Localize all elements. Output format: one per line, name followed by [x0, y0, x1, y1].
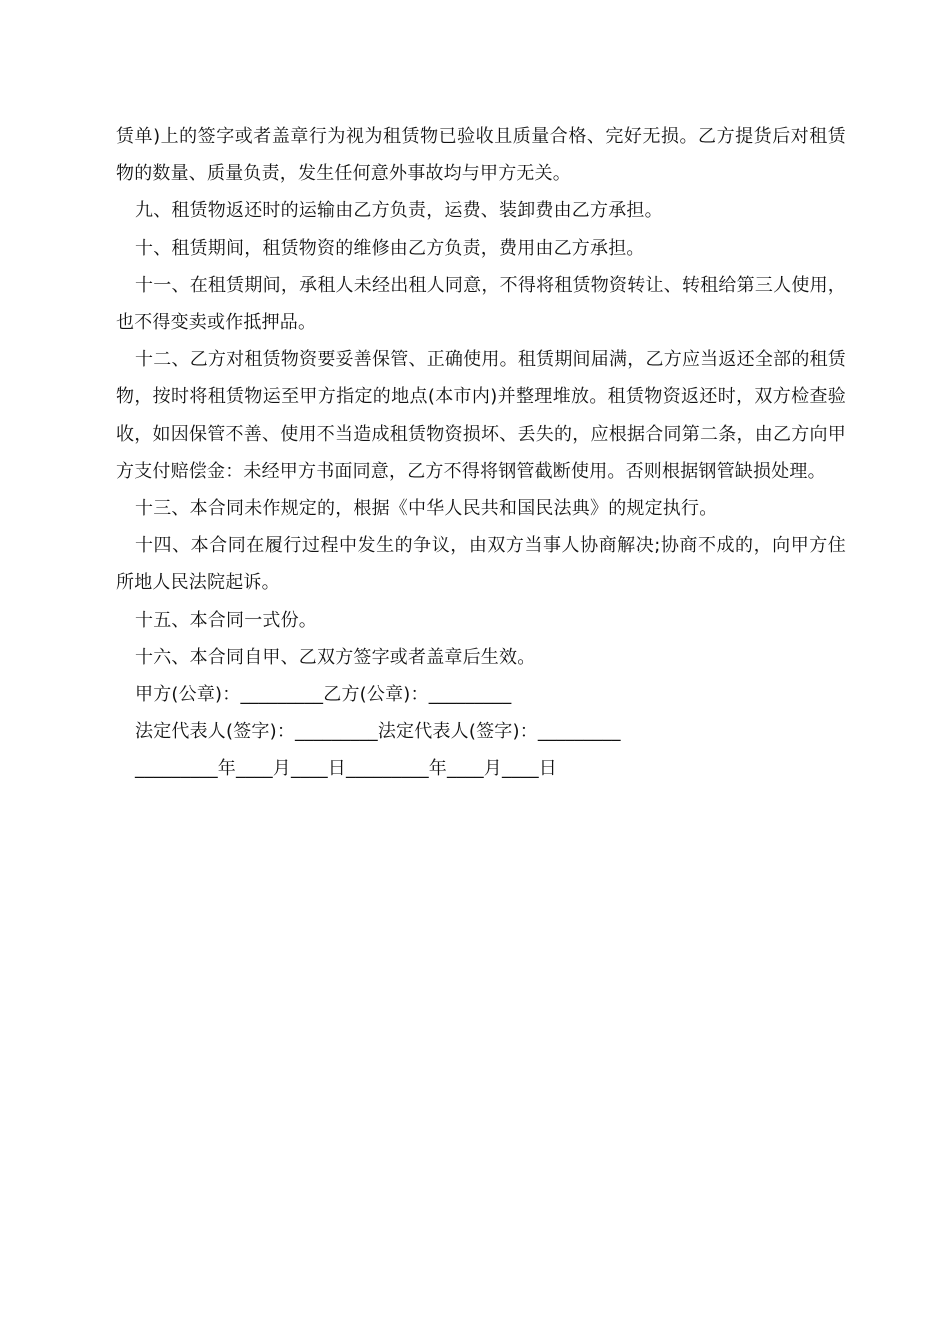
- clause-fourteen: 十四、本合同在履行过程中发生的争议，由双方当事人协商解决;协商不成的，向甲方住所地人民法院起诉。: [116, 535, 846, 594]
- clause-twelve: 十二、乙方对租赁物资要妥善保管、正确使用。租赁期间届满，乙方应当返还全部的租赁物，按时将租赁物运至甲方指定的地点(本市内)并整理堆放。租赁物资返还时，双方检查验收，如因保管不善、使用不当造成租赁物资损坏、丢失的，应根据合同第二条，由乙方向甲方支付赔偿金：未经甲方书面同意，乙方不得将钢管截断使用。否则根据钢管缺损处理。: [116, 349, 846, 482]
- clause-fifteen: 十五、本合同一式份。: [135, 609, 317, 631]
- representative-signature-line: 法定代表人(签字)：_________法定代表人(签字)：_________: [135, 721, 621, 743]
- contract-body: [116, 118, 846, 788]
- party-seal-line: 甲方(公章)：_________乙方(公章)：_________: [135, 684, 512, 706]
- date-line: _________年____月____日_________年____月____日: [135, 758, 557, 780]
- clause-thirteen: 十三、本合同未作规定的，根据《中华人民共和国民法典》的规定执行。: [135, 498, 718, 520]
- clause-nine: 九、租赁物返还时的运输由乙方负责，运费、装卸费由乙方承担。: [135, 200, 663, 222]
- clause-eleven: 十一、在租赁期间，承租人未经出租人同意，不得将租赁物资转让、转租给第三人使用，也不得变卖或作抵押品。: [116, 274, 846, 334]
- clause-ten: 十、租赁期间，租赁物资的维修由乙方负责，费用由乙方承担。: [135, 237, 645, 259]
- clause-eight-continued: 赁单)上的签字或者盖章行为视为租赁物已验收且质量合格、完好无损。乙方提货后对租赁物的数量、质量负责，发生任何意外事故均与甲方无关。: [116, 126, 846, 185]
- clause-sixteen: 十六、本合同自甲、乙双方签字或者盖章后生效。: [135, 646, 536, 668]
